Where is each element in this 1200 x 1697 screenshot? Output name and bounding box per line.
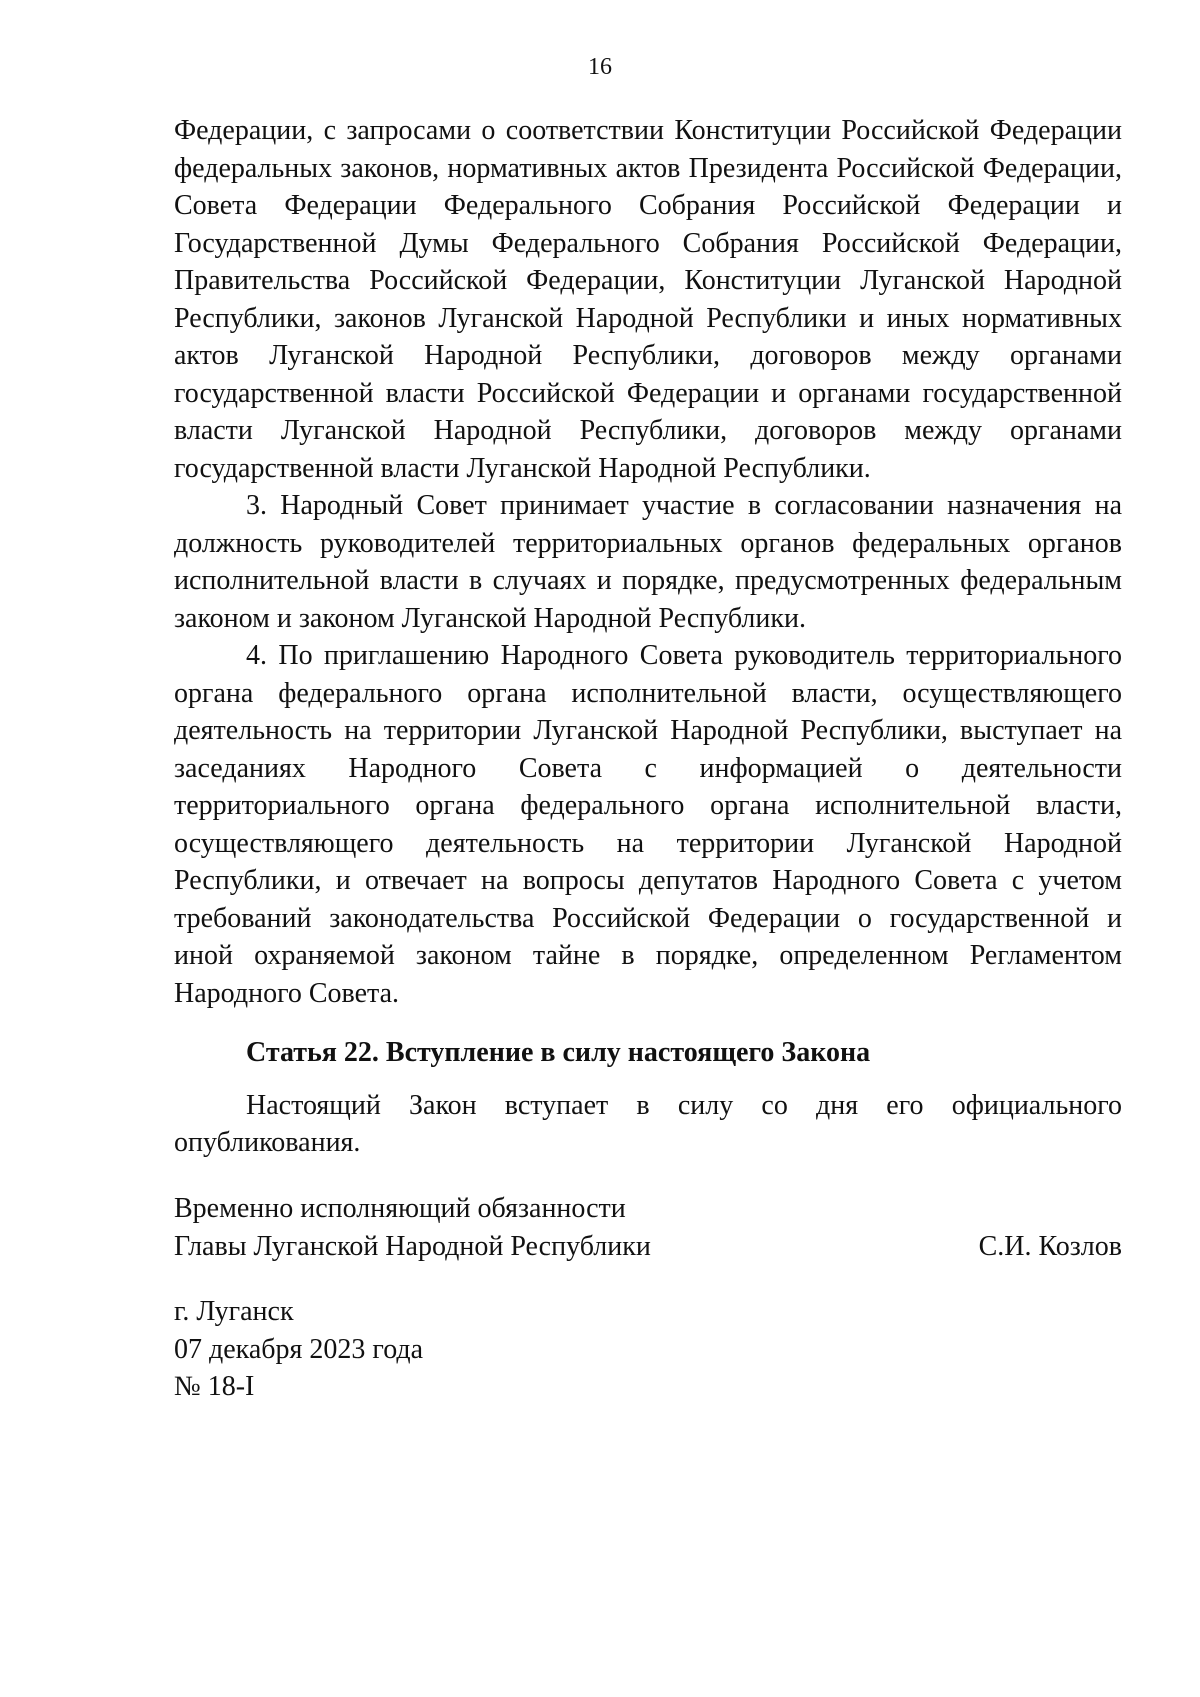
signature-block	[174, 1190, 1122, 1265]
signature-title-line-2-row	[174, 1228, 1122, 1266]
date: 07 декабря 2023 года	[174, 1333, 424, 1365]
paragraph-item-3: 3. Народный Совет принимает участие в согласовании назначения на должность руководителей территориальных органов федеральных органов исполнительной власти в случаях и порядке, предусмотренных федеральным законом и законом Луганской Народной Республики.	[174, 490, 1122, 634]
page-number: 16	[588, 54, 612, 80]
article-22-heading: Статья 22. Вступление в силу настоящего Закона	[246, 1037, 871, 1068]
place-date-block	[174, 1293, 423, 1406]
signature-title-line-1: Временно исполняющий обязанности	[174, 1193, 626, 1224]
place: г. Луганск	[174, 1296, 294, 1327]
article-22-text: Настоящий Закон вступает в силу со дня его официального опубликования.	[174, 1089, 1122, 1158]
paragraph-item-4: 4. По приглашению Народного Совета руководитель территориального органа федерального органа исполнительной власти, осуществляющего деятельность на территории Луганской Народной Республики, выступает на заседаниях Народного Совета с информацией о деятельности территориального органа федерального органа исполнительной власти, осуществляющего деятельность на территории Луганской Народной Республики, и отвечает на вопросы депутатов Народного Совета с учетом требований законодательства Российской Федерации о государственной и иной охраняемой законом тайне в порядке, определенном Регламентом Народного Совета.	[174, 640, 1122, 1009]
paragraph-continuation: Федерации, с запросами о соответствии Конституции Российской Федерации федеральных законов, нормативных актов Президента Российской Федерации, Совета Федерации Федерального Собрания Российской Федерации и Государственной Думы Федерального Собрания Российской Федерации, Правительства Российской Федерации, Конституции Луганской Народной Республики, законов Луганской Народной Республики и иных нормативных актов Луганской Народной Республики, договоров между органами государственной власти Российской Федерации и органами государственной власти Луганской Народной Республики, договоров между органами государственной власти Луганской Народной Республики.	[174, 115, 1122, 484]
document-body	[174, 112, 1122, 1162]
law-number: № 18-I	[174, 1371, 255, 1402]
signature-title-line-2: Главы Луганской Народной Республики	[174, 1230, 651, 1262]
signatory-name: С.И. Козлов	[978, 1230, 1122, 1262]
